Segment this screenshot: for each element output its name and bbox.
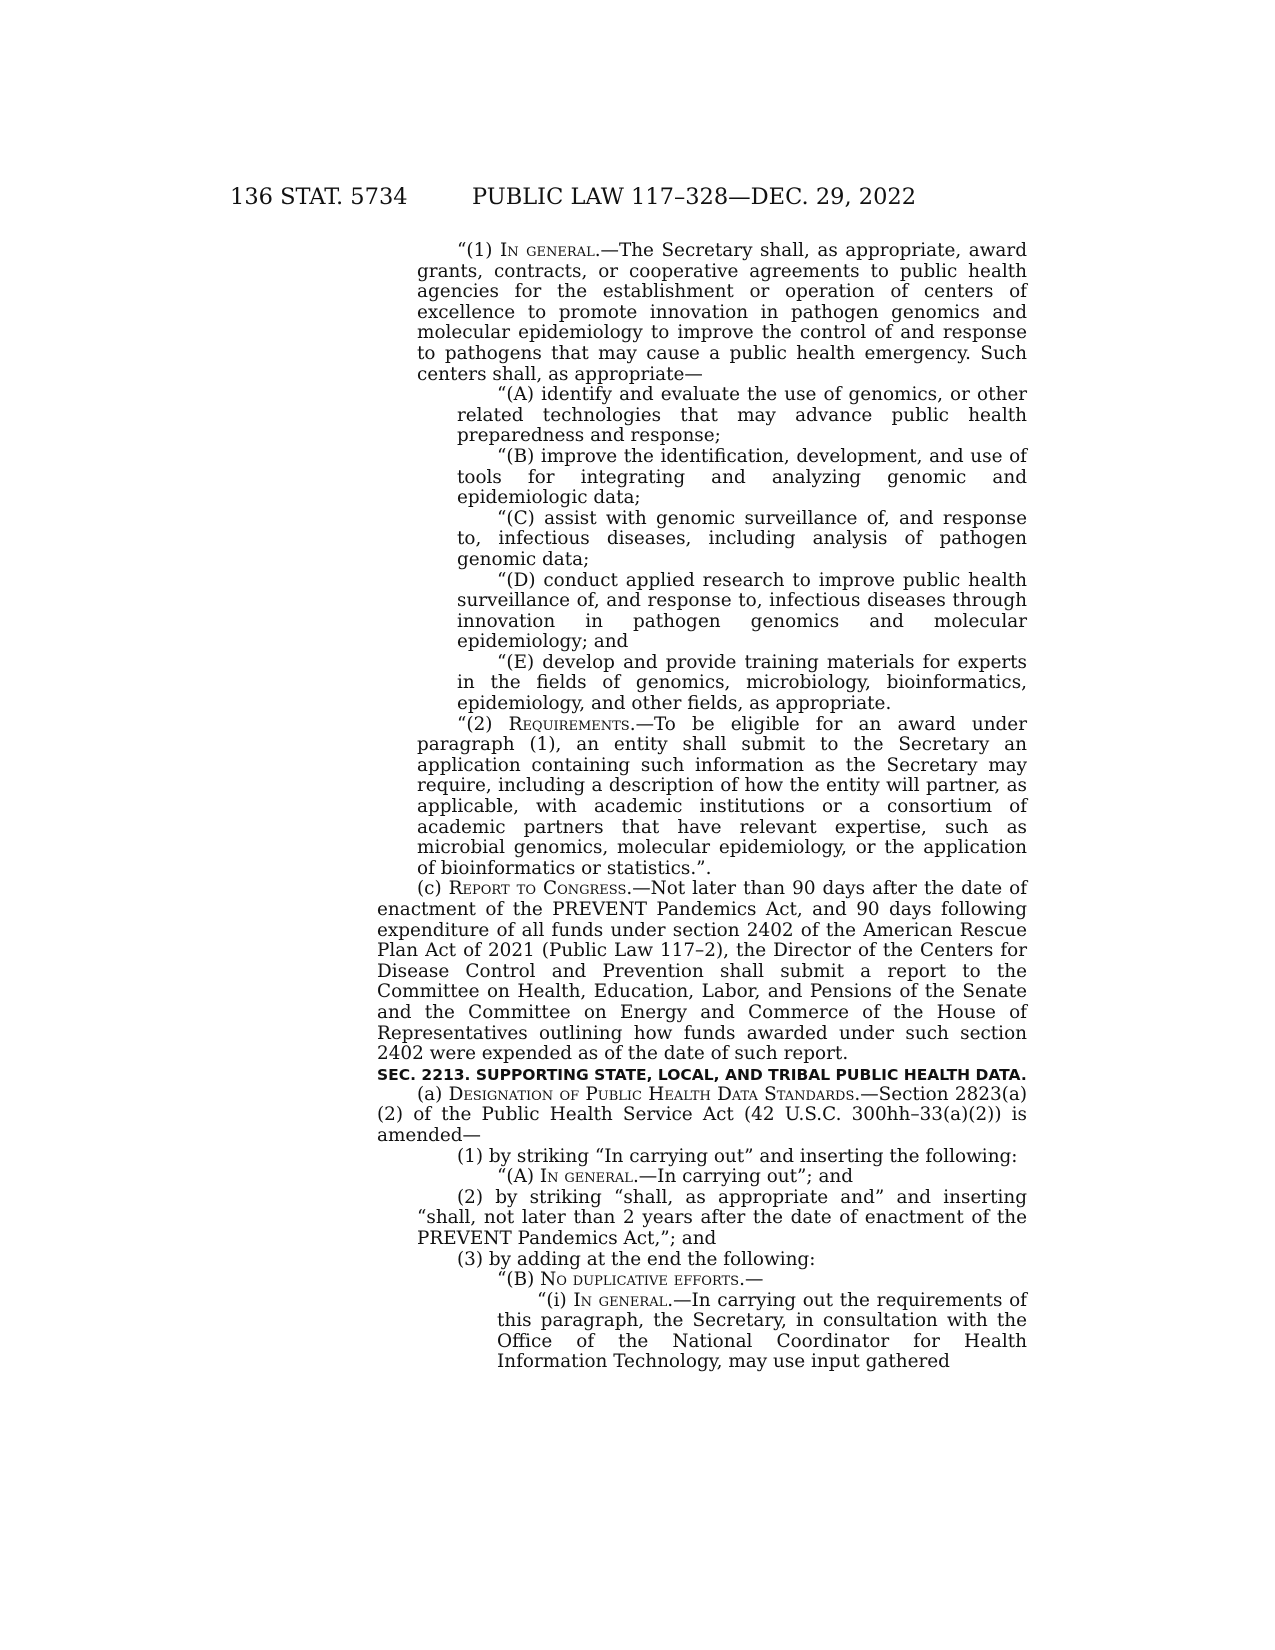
amendment-1-subparagraph-a: “(A) In general.—In carrying out”; and: [497, 1166, 854, 1188]
document-body: [377, 241, 1027, 1373]
item-b: “(B) improve the identification, development, and use of tools for integrating and analyzing genomic and epidemiologic data;: [457, 445, 1027, 509]
item-c: “(C) assist with genomic surveillance of, and response to, infectious diseases, including analysis of pathogen genomic data;: [457, 507, 1027, 570]
subsection-a-heading: Designation of Public Health Data Standards: [448, 1083, 855, 1105]
section-heading: SEC. 2213. SUPPORTING STATE, LOCAL, AND TRIBAL PUBLIC HEALTH DATA.: [377, 1065, 1027, 1084]
paragraph-2-requirements: “(2) Requirements.—To be eligible for an award under paragraph (1), an entity shall submit to the Secretary an application containing such information as the Secretary may require, including a description of how the entity will partner, as applicable, with academic institutions or a consortium of academic partners that have relevant expertise, such as microbial genomics, molecular epidemiology, or the application of bioinformatics or statistics.”.: [417, 713, 1027, 879]
amendment-2: (2) by striking “shall, as appropriate and” and inserting “shall, not later than 2 years after the date of enactment of the PREVENT Pandemics Act,”; and: [417, 1186, 1027, 1249]
amendment-3: (3) by adding at the end the following:: [457, 1248, 816, 1270]
subsection-c-report: (c) Report to Congress.—Not later than 90 days after the date of enactment of the PREVENT Pandemics Act, and 90 days following expenditure of all funds under section 2402 of the American Rescue Plan Act of 2021 (Public Law 117–2), the Director of the Centers for Disease Control and Prevention shall submit a report to the Committee on Health, Education, Labor, and Pensions of the Senate and the Committee on Energy and Commerce of the House of Representatives outlining how funds awarded under such section 2402 were expended as of the date of such report.: [377, 878, 1028, 1065]
subsection-a-designation: (a) Designation of Public Health Data Standards.—Section 2823(a)(2) of the Public Health Service Act (42 U.S.C. 300hh–33(a)(2)) is amended—: [377, 1083, 1028, 1146]
amendment-1: (1) by striking “In carrying out” and inserting the following:: [457, 1145, 1018, 1167]
statute-page-number: 136 STAT. 5734: [230, 184, 408, 210]
item-a: “(A) identify and evaluate the use of genomics, or other related technologies that may advance public health preparedness and response;: [457, 384, 1027, 447]
amendment-3-clause-i: “(i) In general.—In carrying out the requirements of this paragraph, the Secretary, in consultation with the Office of the National Coordinator for Health Information Technology, may use input gathered: [497, 1289, 1027, 1373]
page-header: [230, 182, 1030, 212]
paragraph-2-heading: Requirements: [508, 713, 630, 735]
public-law-title: PUBLIC LAW 117–328—DEC. 29, 2022: [472, 184, 917, 210]
paragraph-1-heading: In general: [499, 240, 595, 261]
amendment-3-subparagraph-b: “(B) No duplicative efforts.—: [497, 1269, 764, 1291]
item-e: “(E) develop and provide training materials for experts in the fields of genomics, microbiology, bioinformatics, epidemiology, and other fields, as appropriate.: [457, 651, 1027, 715]
item-d: “(D) conduct applied research to improve public health surveillance of, and response to, infectious diseases through innovation in pathogen genomics and molecular epidemiology; and: [457, 569, 1027, 653]
paragraph-1-in-general: “(1) In general.—The Secretary shall, as appropriate, award grants, contracts, or cooperative agreements to public health agencies for the establishment or operation of centers of excellence to promote innovation in pathogen genomics and molecular epidemiology to improve the control of and response to pathogens that may cause a public health emergency. Such centers shall, as appropriate—: [417, 240, 1027, 385]
subsection-c-heading: Report to Congress: [448, 878, 627, 900]
